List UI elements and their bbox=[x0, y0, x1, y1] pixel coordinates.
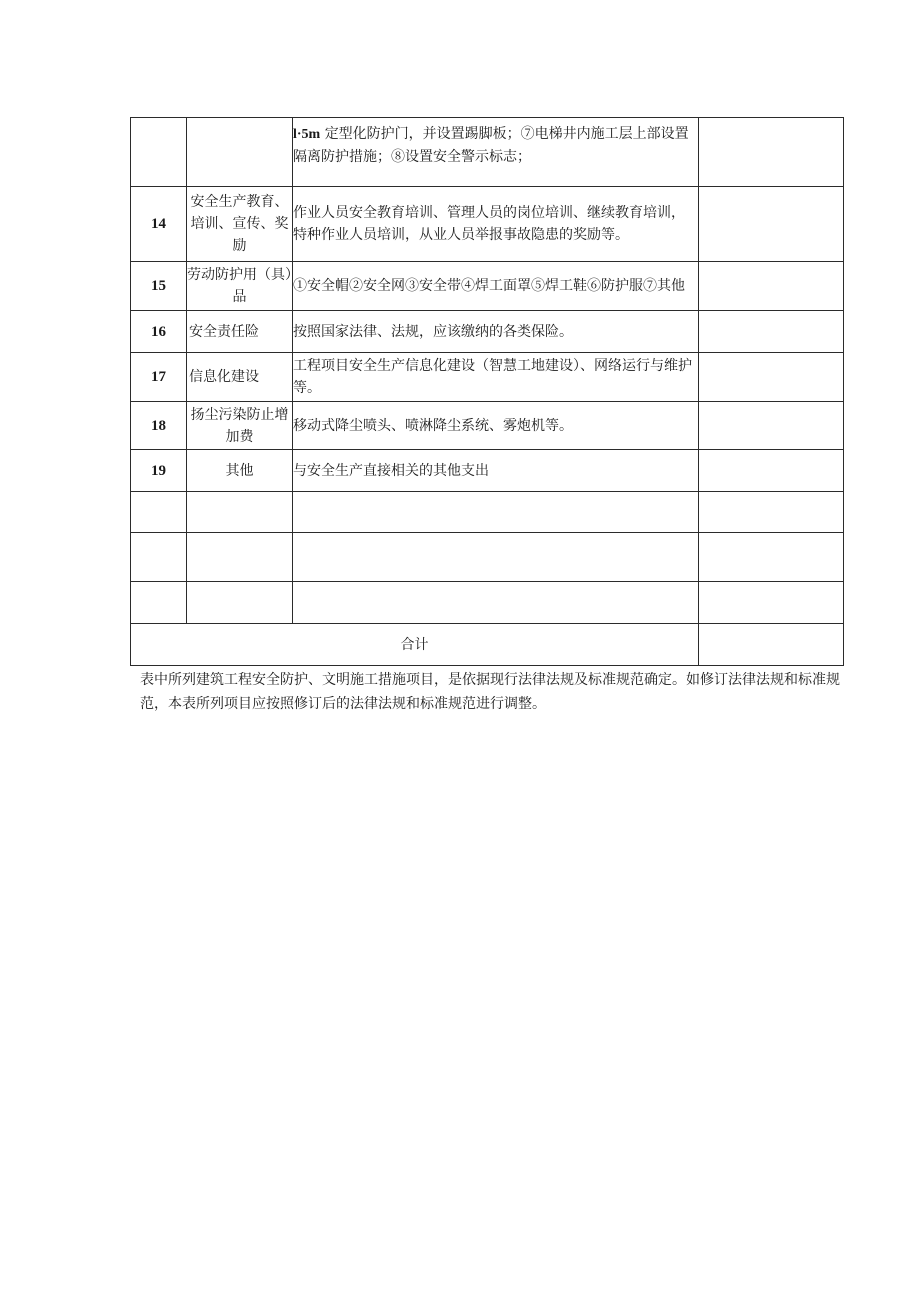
extra-cell bbox=[699, 187, 844, 262]
extra-cell bbox=[699, 262, 844, 311]
table-row bbox=[131, 311, 844, 353]
total-value bbox=[699, 624, 844, 666]
table-row bbox=[131, 187, 844, 262]
extra-cell bbox=[699, 402, 844, 450]
empty-cell bbox=[699, 582, 844, 624]
empty-cell bbox=[293, 533, 699, 582]
item-name bbox=[187, 118, 293, 187]
item-name: 劳动防护用（具）品 bbox=[187, 262, 293, 311]
row-number: 16 bbox=[131, 311, 187, 353]
row-number: 19 bbox=[131, 450, 187, 492]
item-content: ①安全帽②安全网③安全带④焊工面罩⑤焊工鞋⑥防护服⑦其他 bbox=[293, 262, 699, 311]
table-row bbox=[131, 582, 844, 624]
empty-cell bbox=[293, 582, 699, 624]
row-number: 15 bbox=[131, 262, 187, 311]
footnote: 表中所列建筑工程安全防护、文明施工措施项目，是依据现行法律法规及标准规范确定。如修订法律法规和标准规范，本表所列项目应按照修订后的法律法规和标准规范进行调整。 bbox=[140, 672, 840, 712]
total-label: 合计 bbox=[131, 624, 699, 666]
empty-cell bbox=[187, 492, 293, 533]
table-row bbox=[131, 533, 844, 582]
empty-cell bbox=[131, 492, 187, 533]
table-row bbox=[131, 402, 844, 450]
row-number: 14 bbox=[131, 187, 187, 262]
item-content bbox=[293, 118, 699, 187]
item-content: 按照国家法律、法规，应该缴纳的各类保险。 bbox=[293, 311, 699, 353]
total-row bbox=[131, 624, 844, 666]
item-name: 扬尘污染防止增加费 bbox=[187, 402, 293, 450]
content-prefix: l·5m bbox=[293, 127, 321, 142]
extra-cell bbox=[699, 450, 844, 492]
table-row bbox=[131, 118, 844, 187]
content-text: 定型化防护门，并设置踢脚板；⑦电梯井内施工层上部设置隔离防护措施；⑧设置安全警示标志； bbox=[293, 126, 689, 165]
table-row bbox=[131, 450, 844, 492]
item-content: 工程项目安全生产信息化建设（智慧工地建设）、网络运行与维护等。 bbox=[293, 353, 699, 402]
empty-cell bbox=[131, 533, 187, 582]
empty-cell bbox=[293, 492, 699, 533]
item-name: 其他 bbox=[187, 450, 293, 492]
item-name: 安全责任险 bbox=[187, 311, 293, 353]
item-content: 与安全生产直接相关的其他支出 bbox=[293, 450, 699, 492]
table-row bbox=[131, 492, 844, 533]
row-number: 18 bbox=[131, 402, 187, 450]
empty-cell bbox=[187, 533, 293, 582]
safety-measures-table bbox=[130, 117, 844, 666]
empty-cell bbox=[131, 582, 187, 624]
table-row bbox=[131, 353, 844, 402]
row-number bbox=[131, 118, 187, 187]
row-number: 17 bbox=[131, 353, 187, 402]
empty-cell bbox=[699, 492, 844, 533]
item-content: 作业人员安全教育培训、管理人员的岗位培训、继续教育培训，特种作业人员培训，从业人员举报事故隐患的奖励等。 bbox=[293, 187, 699, 262]
empty-cell bbox=[699, 533, 844, 582]
extra-cell bbox=[699, 353, 844, 402]
table-row bbox=[131, 262, 844, 311]
empty-cell bbox=[187, 582, 293, 624]
item-name: 信息化建设 bbox=[187, 353, 293, 402]
item-content: 移动式降尘喷头、喷淋降尘系统、雾炮机等。 bbox=[293, 402, 699, 450]
item-name: 安全生产教育、培训、宣传、奖励 bbox=[187, 187, 293, 262]
extra-cell bbox=[699, 311, 844, 353]
extra-cell bbox=[699, 118, 844, 187]
